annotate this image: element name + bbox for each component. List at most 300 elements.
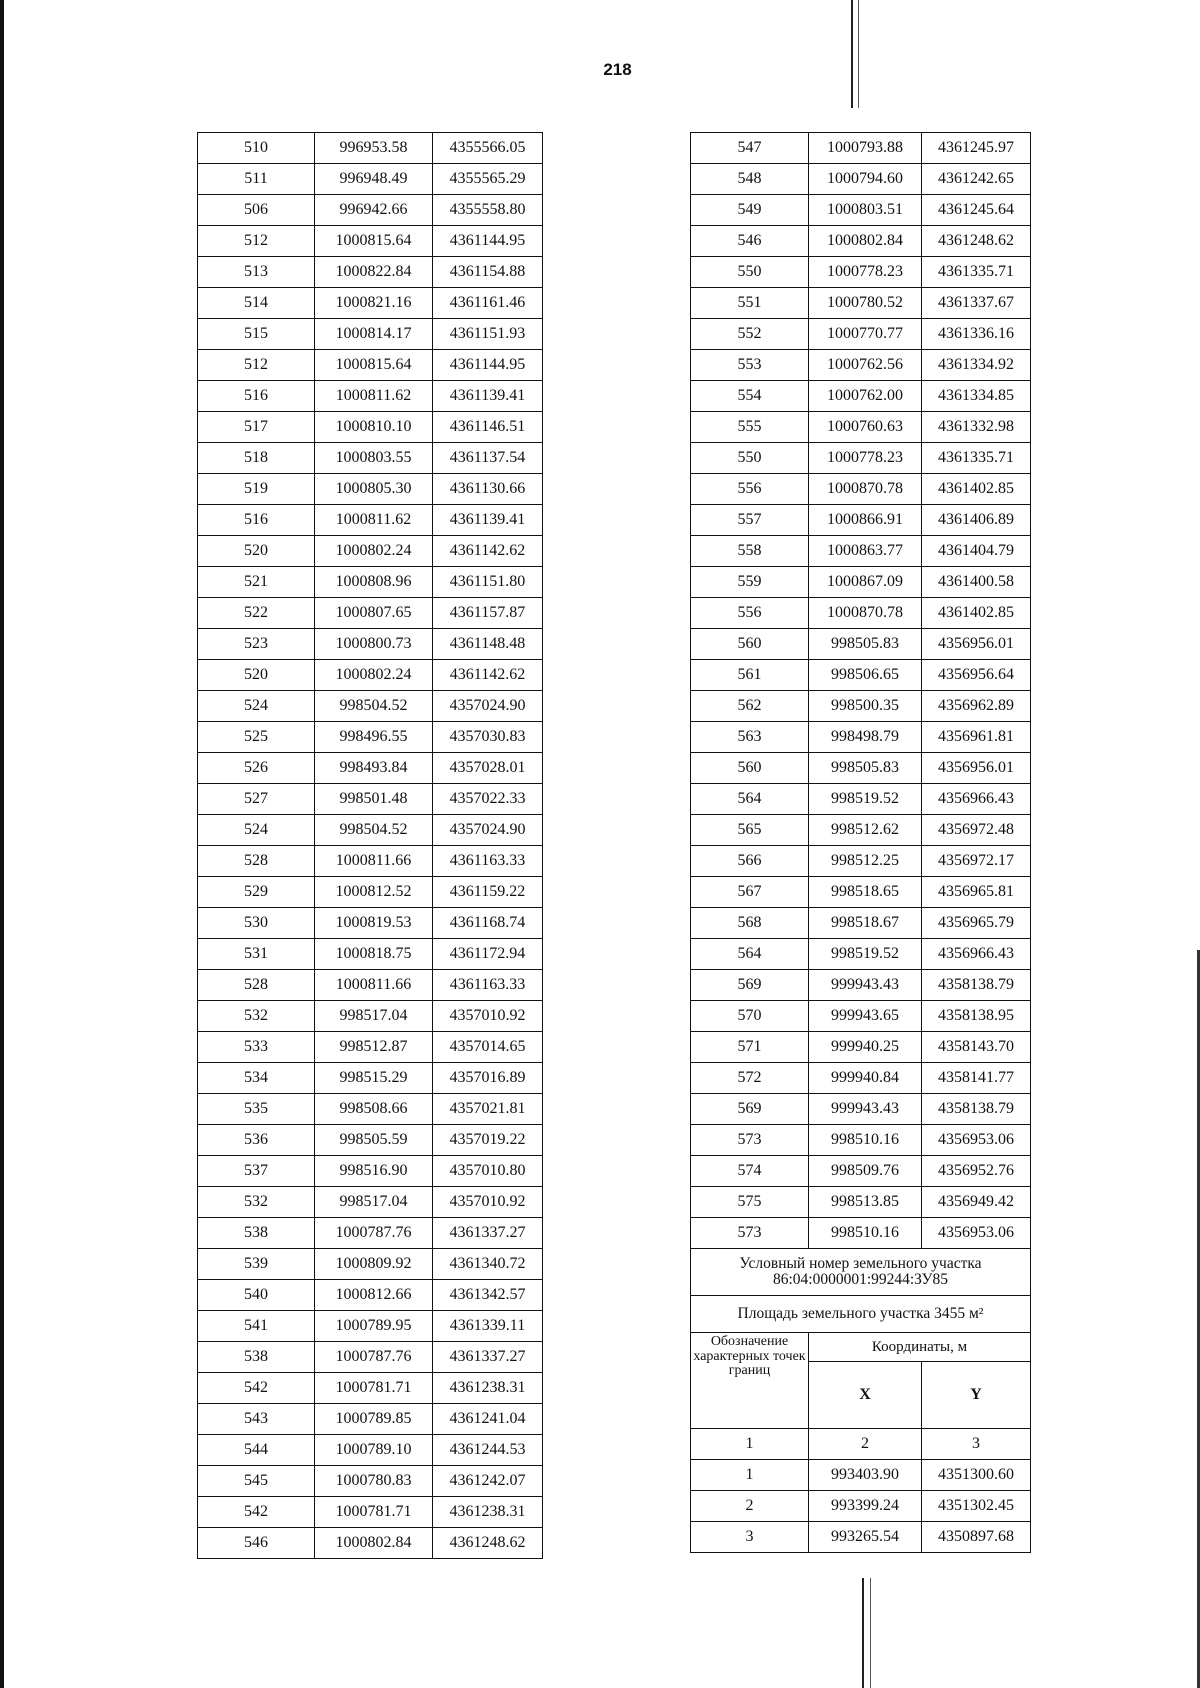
coordinate-x: 993403.90 — [809, 1460, 922, 1491]
coordinate-y: 4358138.79 — [922, 1094, 1031, 1125]
coordinate-y: 4355566.05 — [433, 133, 543, 164]
point-number: 570 — [691, 1001, 809, 1032]
table-row — [691, 319, 1031, 350]
coordinate-x: 1000812.52 — [315, 877, 433, 908]
table-row — [691, 381, 1031, 412]
table-row — [198, 474, 543, 505]
point-number: 551 — [691, 288, 809, 319]
coordinate-y: 4361154.88 — [433, 257, 543, 288]
table-row — [198, 660, 543, 691]
table-row — [198, 1342, 543, 1373]
point-number: 550 — [691, 443, 809, 474]
table-row — [691, 443, 1031, 474]
coordinate-y: 4351302.45 — [922, 1491, 1031, 1522]
point-number: 1 — [691, 1460, 809, 1491]
table-row — [198, 567, 543, 598]
point-number: 573 — [691, 1125, 809, 1156]
coordinate-x: 1000800.73 — [315, 629, 433, 660]
point-number: 552 — [691, 319, 809, 350]
coordinate-y: 4361161.46 — [433, 288, 543, 319]
table-row — [691, 412, 1031, 443]
coordinate-x: 998498.79 — [809, 722, 922, 753]
point-number: 560 — [691, 629, 809, 660]
point-number: 539 — [198, 1249, 315, 1280]
coordinate-y: 4361245.97 — [922, 133, 1031, 164]
coordinate-y: 4361244.53 — [433, 1435, 543, 1466]
point-number: 522 — [198, 598, 315, 629]
coordinate-y: 4361151.93 — [433, 319, 543, 350]
table-row — [691, 970, 1031, 1001]
coordinate-x: 1000780.52 — [809, 288, 922, 319]
point-number: 511 — [198, 164, 315, 195]
plot-area: Площадь земельного участка 3455 м² — [691, 1296, 1031, 1333]
coordinate-y: 4361342.57 — [433, 1280, 543, 1311]
column-number-3: 3 — [922, 1429, 1031, 1460]
table-row — [198, 1435, 543, 1466]
table-row — [198, 598, 543, 629]
coordinate-y: 4357016.89 — [433, 1063, 543, 1094]
coordinate-y: 4356965.79 — [922, 908, 1031, 939]
coordinate-x: 1000802.24 — [315, 536, 433, 567]
plot-number-cell — [691, 1249, 1031, 1296]
coordinate-x: 998504.52 — [315, 815, 433, 846]
table-row — [691, 1032, 1031, 1063]
table-row — [691, 505, 1031, 536]
coordinate-y: 4356972.48 — [922, 815, 1031, 846]
table-row — [691, 1063, 1031, 1094]
point-number: 558 — [691, 536, 809, 567]
coordinate-x: 998512.25 — [809, 846, 922, 877]
table-row — [198, 1001, 543, 1032]
point-number: 523 — [198, 629, 315, 660]
coordinate-y: 4355558.80 — [433, 195, 543, 226]
table-row — [198, 133, 543, 164]
table-row — [198, 1094, 543, 1125]
coordinate-y: 4358138.79 — [922, 970, 1031, 1001]
coordinate-x: 1000812.66 — [315, 1280, 433, 1311]
coordinate-x: 993265.54 — [809, 1522, 922, 1553]
coordinate-y: 4361340.72 — [433, 1249, 543, 1280]
point-number: 542 — [198, 1373, 315, 1404]
point-number: 547 — [691, 133, 809, 164]
header-designation: Обозначение характерных точек границ — [691, 1333, 809, 1429]
coordinate-x: 1000818.75 — [315, 939, 433, 970]
coordinate-x: 1000802.84 — [809, 226, 922, 257]
coordinate-x: 998519.52 — [809, 939, 922, 970]
table-row — [198, 629, 543, 660]
point-number: 513 — [198, 257, 315, 288]
coordinate-x: 1000807.65 — [315, 598, 433, 629]
table-row — [691, 846, 1031, 877]
table-row — [198, 288, 543, 319]
point-number: 555 — [691, 412, 809, 443]
coordinate-x: 998510.16 — [809, 1125, 922, 1156]
table-row — [691, 474, 1031, 505]
table-row — [198, 815, 543, 846]
table-row — [691, 1491, 1031, 1522]
point-number: 516 — [198, 381, 315, 412]
point-number: 533 — [198, 1032, 315, 1063]
plot-number-value: 86:04:0000001:99244:ЗУ85 — [772, 1271, 949, 1288]
plot-area-row — [691, 1296, 1031, 1333]
coordinate-x: 998510.16 — [809, 1218, 922, 1249]
coordinate-y: 4361137.54 — [433, 443, 543, 474]
table-row — [691, 660, 1031, 691]
coordinates-table-right — [690, 132, 1031, 1553]
point-number: 537 — [198, 1156, 315, 1187]
point-number: 538 — [198, 1342, 315, 1373]
coordinate-y: 4361148.48 — [433, 629, 543, 660]
table-row — [691, 567, 1031, 598]
coordinate-x: 1000760.63 — [809, 412, 922, 443]
coordinate-x: 1000811.66 — [315, 970, 433, 1001]
coordinate-y: 4361172.94 — [433, 939, 543, 970]
point-number: 526 — [198, 753, 315, 784]
coordinate-y: 4361334.92 — [922, 350, 1031, 381]
table-row — [198, 939, 543, 970]
coordinate-x: 1000793.88 — [809, 133, 922, 164]
coordinate-y: 4361337.27 — [433, 1342, 543, 1373]
coordinate-y: 4361142.62 — [433, 536, 543, 567]
point-number: 520 — [198, 536, 315, 567]
scan-edge-left — [0, 0, 4, 1688]
table-row — [198, 319, 543, 350]
coordinate-x: 1000787.76 — [315, 1342, 433, 1373]
coordinate-x: 998509.76 — [809, 1156, 922, 1187]
coordinate-y: 4357010.92 — [433, 1001, 543, 1032]
coordinate-x: 999943.43 — [809, 970, 922, 1001]
left-table-body — [198, 133, 543, 1559]
table-row — [198, 908, 543, 939]
point-number: 569 — [691, 970, 809, 1001]
coordinate-x: 998504.52 — [315, 691, 433, 722]
point-number: 538 — [198, 1218, 315, 1249]
point-number: 549 — [691, 195, 809, 226]
coordinate-x: 998513.85 — [809, 1187, 922, 1218]
table-row — [198, 164, 543, 195]
coordinate-y: 4357028.01 — [433, 753, 543, 784]
point-number: 2 — [691, 1491, 809, 1522]
point-number: 573 — [691, 1218, 809, 1249]
coordinate-x: 1000815.64 — [315, 226, 433, 257]
point-number: 512 — [198, 226, 315, 257]
table-row — [198, 1280, 543, 1311]
point-number: 535 — [198, 1094, 315, 1125]
coordinate-y: 4350897.68 — [922, 1522, 1031, 1553]
point-number: 567 — [691, 877, 809, 908]
coordinates-table-left — [197, 132, 543, 1559]
right-table-body-after — [691, 1460, 1031, 1553]
coordinate-x: 999940.84 — [809, 1063, 922, 1094]
point-number: 542 — [198, 1497, 315, 1528]
table-row — [691, 722, 1031, 753]
coordinate-x: 998519.52 — [809, 784, 922, 815]
coordinate-x: 1000762.56 — [809, 350, 922, 381]
coordinate-y: 4357024.90 — [433, 691, 543, 722]
coordinate-y: 4361159.22 — [433, 877, 543, 908]
point-number: 546 — [198, 1528, 315, 1559]
table-row — [198, 350, 543, 381]
point-number: 517 — [198, 412, 315, 443]
point-number: 506 — [198, 195, 315, 226]
point-number: 532 — [198, 1001, 315, 1032]
coordinate-y: 4361242.65 — [922, 164, 1031, 195]
coordinate-y: 4361335.71 — [922, 257, 1031, 288]
table-row — [198, 381, 543, 412]
coordinate-x: 1000822.84 — [315, 257, 433, 288]
coordinate-y: 4361151.80 — [433, 567, 543, 598]
coordinate-y: 4358143.70 — [922, 1032, 1031, 1063]
page-number: 218 — [603, 60, 632, 79]
coordinate-y: 4361157.87 — [433, 598, 543, 629]
coordinate-x: 1000863.77 — [809, 536, 922, 567]
coordinate-y: 4361337.27 — [433, 1218, 543, 1249]
coordinate-y: 4361332.98 — [922, 412, 1031, 443]
point-number: 519 — [198, 474, 315, 505]
coordinate-y: 4356953.06 — [922, 1218, 1031, 1249]
point-number: 532 — [198, 1187, 315, 1218]
point-number: 534 — [198, 1063, 315, 1094]
coordinate-y: 4356966.43 — [922, 939, 1031, 970]
coordinate-y: 4361402.85 — [922, 598, 1031, 629]
point-number: 565 — [691, 815, 809, 846]
table-row — [691, 195, 1031, 226]
coordinate-y: 4361139.41 — [433, 381, 543, 412]
table-row — [198, 226, 543, 257]
coordinate-x: 998506.65 — [809, 660, 922, 691]
coordinate-y: 4361163.33 — [433, 846, 543, 877]
table-row — [691, 133, 1031, 164]
scan-mark-top-thin — [858, 0, 859, 108]
scan-mark-top — [851, 0, 853, 108]
point-number: 524 — [198, 815, 315, 846]
coordinate-y: 4356956.01 — [922, 629, 1031, 660]
point-number: 559 — [691, 567, 809, 598]
table-row — [198, 1373, 543, 1404]
coordinate-x: 998505.59 — [315, 1125, 433, 1156]
coordinate-y: 4357021.81 — [433, 1094, 543, 1125]
coordinate-y: 4356965.81 — [922, 877, 1031, 908]
point-number: 541 — [198, 1311, 315, 1342]
point-number: 550 — [691, 257, 809, 288]
point-number: 536 — [198, 1125, 315, 1156]
table-row — [198, 846, 543, 877]
point-number: 529 — [198, 877, 315, 908]
point-number: 514 — [198, 288, 315, 319]
coordinate-y: 4356952.76 — [922, 1156, 1031, 1187]
scan-mark-bottom — [862, 1578, 864, 1688]
point-number: 531 — [198, 939, 315, 970]
table-row — [691, 815, 1031, 846]
coordinate-y: 4361248.62 — [433, 1528, 543, 1559]
coordinate-x: 998515.29 — [315, 1063, 433, 1094]
coordinate-x: 993399.24 — [809, 1491, 922, 1522]
point-number: 564 — [691, 784, 809, 815]
coordinate-x: 998500.35 — [809, 691, 922, 722]
coordinate-x: 1000809.92 — [315, 1249, 433, 1280]
coordinate-x: 999940.25 — [809, 1032, 922, 1063]
table-row — [691, 226, 1031, 257]
point-number: 574 — [691, 1156, 809, 1187]
point-number: 553 — [691, 350, 809, 381]
table-row — [198, 1187, 543, 1218]
coordinate-x: 1000810.10 — [315, 412, 433, 443]
table-row — [198, 1528, 543, 1559]
column-number-2: 2 — [809, 1429, 922, 1460]
coordinate-y: 4361144.95 — [433, 226, 543, 257]
coordinate-x: 998493.84 — [315, 753, 433, 784]
coordinate-x: 999943.43 — [809, 1094, 922, 1125]
coordinate-y: 4356962.89 — [922, 691, 1031, 722]
table-row — [691, 753, 1031, 784]
table-row — [198, 1404, 543, 1435]
point-number: 571 — [691, 1032, 809, 1063]
table-row — [691, 1187, 1031, 1218]
coordinate-x: 999943.65 — [809, 1001, 922, 1032]
coordinate-y: 4358138.95 — [922, 1001, 1031, 1032]
table-row — [198, 195, 543, 226]
table-row — [198, 1249, 543, 1280]
coordinate-x: 998512.62 — [809, 815, 922, 846]
header-coordinates: Координаты, м — [809, 1333, 1031, 1362]
coordinate-y: 4361245.64 — [922, 195, 1031, 226]
coordinate-x: 1000866.91 — [809, 505, 922, 536]
table-row — [691, 257, 1031, 288]
point-number: 572 — [691, 1063, 809, 1094]
coordinate-y: 4361142.62 — [433, 660, 543, 691]
header-row-1 — [691, 1333, 1031, 1362]
table-row — [691, 691, 1031, 722]
point-number: 545 — [198, 1466, 315, 1497]
coordinate-x: 998505.83 — [809, 753, 922, 784]
coordinate-y: 4355565.29 — [433, 164, 543, 195]
coordinate-x: 1000870.78 — [809, 598, 922, 629]
coordinate-y: 4361400.58 — [922, 567, 1031, 598]
coordinate-x: 1000802.24 — [315, 660, 433, 691]
table-row — [691, 1218, 1031, 1249]
coordinate-y: 4361336.16 — [922, 319, 1031, 350]
coordinate-y: 4361404.79 — [922, 536, 1031, 567]
table-row — [198, 753, 543, 784]
table-row — [691, 877, 1031, 908]
coordinate-x: 1000867.09 — [809, 567, 922, 598]
coordinate-y: 4361241.04 — [433, 1404, 543, 1435]
coordinate-y: 4361238.31 — [433, 1497, 543, 1528]
coordinate-x: 1000770.77 — [809, 319, 922, 350]
coordinate-y: 4357010.80 — [433, 1156, 543, 1187]
coordinate-x: 1000787.76 — [315, 1218, 433, 1249]
coordinate-x: 1000781.71 — [315, 1497, 433, 1528]
point-number: 543 — [198, 1404, 315, 1435]
coordinate-x: 1000778.23 — [809, 443, 922, 474]
point-number: 557 — [691, 505, 809, 536]
coordinate-y: 4356956.64 — [922, 660, 1031, 691]
coordinate-x: 1000789.10 — [315, 1435, 433, 1466]
coordinate-x: 1000815.64 — [315, 350, 433, 381]
coordinate-y: 4357010.92 — [433, 1187, 543, 1218]
point-number: 568 — [691, 908, 809, 939]
plot-info — [691, 1249, 1031, 1460]
coordinate-x: 998516.90 — [315, 1156, 433, 1187]
coordinate-x: 998517.04 — [315, 1001, 433, 1032]
point-number: 520 — [198, 660, 315, 691]
table-row — [198, 443, 543, 474]
coordinate-y: 4361144.95 — [433, 350, 543, 381]
table-row — [198, 970, 543, 1001]
table-row — [198, 257, 543, 288]
point-number: 516 — [198, 505, 315, 536]
coordinate-y: 4356972.17 — [922, 846, 1031, 877]
header-y: Y — [922, 1362, 1031, 1429]
coordinate-y: 4357030.83 — [433, 722, 543, 753]
coordinate-x: 1000814.17 — [315, 319, 433, 350]
coordinate-y: 4361248.62 — [922, 226, 1031, 257]
coordinate-x: 1000811.62 — [315, 381, 433, 412]
table-row — [691, 598, 1031, 629]
table-row — [691, 908, 1031, 939]
table-row — [691, 164, 1031, 195]
table-row — [198, 505, 543, 536]
coordinate-x: 1000789.85 — [315, 1404, 433, 1435]
point-number: 527 — [198, 784, 315, 815]
point-number: 563 — [691, 722, 809, 753]
coordinate-x: 998501.48 — [315, 784, 433, 815]
coordinate-x: 998517.04 — [315, 1187, 433, 1218]
point-number: 528 — [198, 970, 315, 1001]
table-row — [691, 939, 1031, 970]
table-row — [198, 691, 543, 722]
coordinate-y: 4356966.43 — [922, 784, 1031, 815]
coordinate-y: 4357019.22 — [433, 1125, 543, 1156]
point-number: 525 — [198, 722, 315, 753]
table-row — [198, 1218, 543, 1249]
coordinate-y: 4357024.90 — [433, 815, 543, 846]
point-number: 530 — [198, 908, 315, 939]
table-row — [691, 1001, 1031, 1032]
coordinate-y: 4361402.85 — [922, 474, 1031, 505]
coordinate-x: 998518.67 — [809, 908, 922, 939]
coordinate-x: 1000870.78 — [809, 474, 922, 505]
table-row — [691, 1156, 1031, 1187]
coordinate-y: 4361238.31 — [433, 1373, 543, 1404]
coordinate-x: 998496.55 — [315, 722, 433, 753]
table-row — [691, 784, 1031, 815]
point-number: 554 — [691, 381, 809, 412]
point-number: 510 — [198, 133, 315, 164]
coordinate-x: 1000811.66 — [315, 846, 433, 877]
scan-mark-bottom-thin — [870, 1578, 871, 1688]
table-row — [198, 412, 543, 443]
coordinate-y: 4361168.74 — [433, 908, 543, 939]
point-number: 566 — [691, 846, 809, 877]
plot-number-row — [691, 1249, 1031, 1296]
coordinate-y: 4361406.89 — [922, 505, 1031, 536]
coordinate-y: 4356953.06 — [922, 1125, 1031, 1156]
coordinate-x: 1000811.62 — [315, 505, 433, 536]
coordinate-y: 4361130.66 — [433, 474, 543, 505]
point-number: 512 — [198, 350, 315, 381]
coordinate-y: 4356961.81 — [922, 722, 1031, 753]
coordinate-x: 1000803.55 — [315, 443, 433, 474]
point-number: 561 — [691, 660, 809, 691]
point-number: 556 — [691, 598, 809, 629]
table-row — [691, 536, 1031, 567]
table-row — [691, 1125, 1031, 1156]
plot-number-label: Условный номер земельного участка — [739, 1254, 982, 1272]
coordinate-x: 1000762.00 — [809, 381, 922, 412]
table-row — [691, 1460, 1031, 1491]
table-row — [198, 877, 543, 908]
